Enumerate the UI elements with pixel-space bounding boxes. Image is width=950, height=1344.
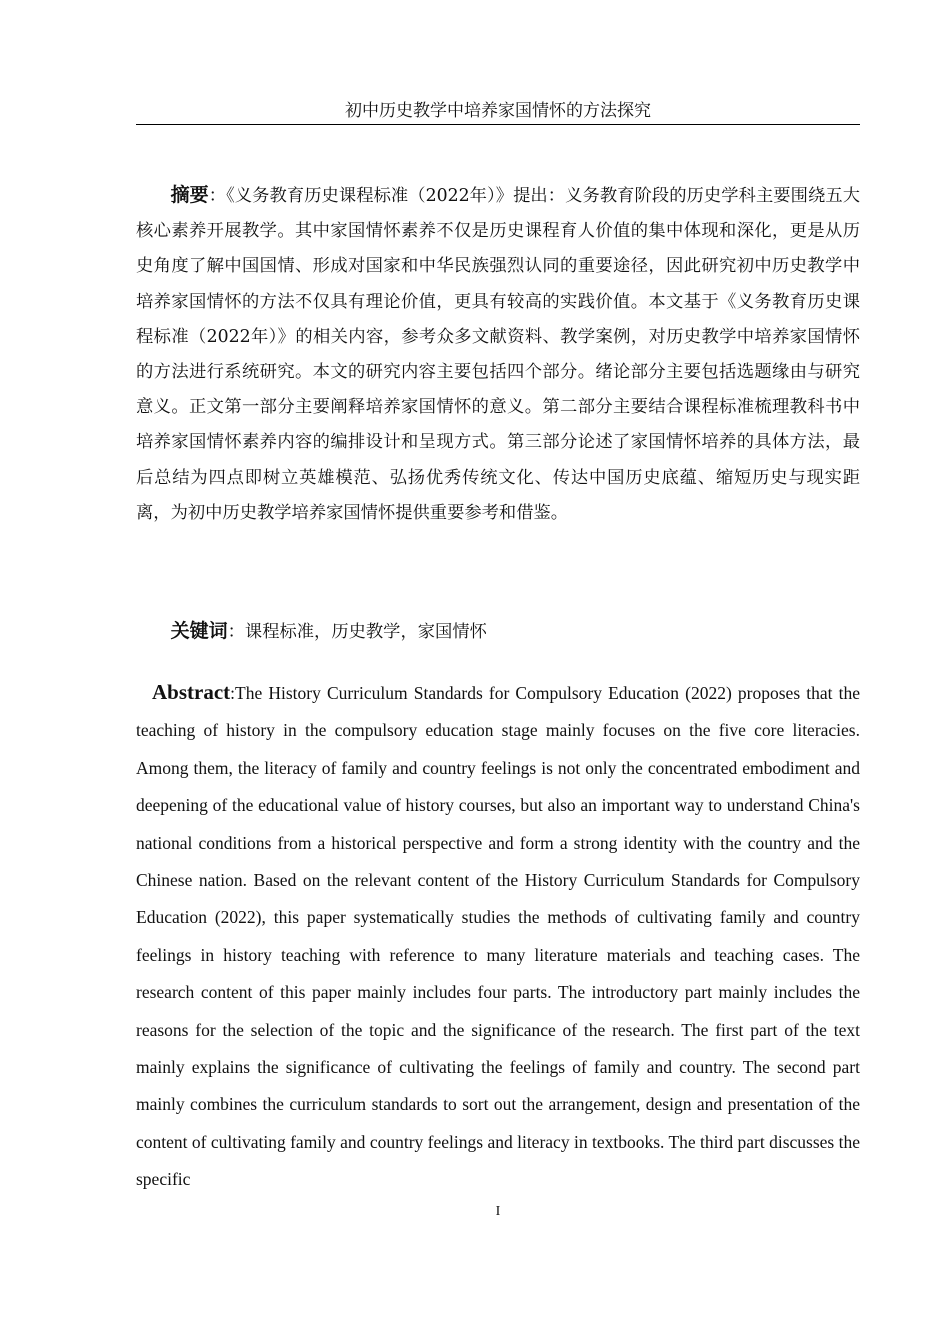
- abstract-cn-separator: ：: [208, 186, 227, 206]
- abstract-en-separator: :: [230, 683, 236, 703]
- abstract-cn-text: 《义务教育历史课程标准（2022年）》提出：义务教育阶段的历史学科主要围绕五大核心素养开展教学。其中家国情怀素养不仅是历史课程育人价值的集中体现和深化，更是从历史角度了解中国国情、形成对国家和中华民族强烈认同的重要途径，因此研究初中历史教学中培养家国情怀的方法不仅具有理论价值，更具有较高的实践价值。本文基于《义务教育历史课程标准（2022年）》的相关内容，参考众多文献资料、教学案例，对历史教学中培养家国情怀的方法进行系统研究。本文的研究内容主要包括四个部分。绪论部分主要包括选题缘由与研究意义。正文第一部分主要阐释培养家国情怀的意义。第二部分主要结合课程标准梳理教科书中培养家国情怀素养内容的编排设计和呈现方式。第三部分论述了家国情怀培养的具体方法，最后总结为四点即树立英雄模范、弘扬优秀传统文化、传达中国历史底蕴、缩短历史与现实距离，为初中历史教学培养家国情怀提供重要参考和借鉴。: [136, 186, 860, 523]
- english-abstract: [136, 674, 860, 1199]
- chinese-abstract: [136, 178, 860, 531]
- page-number: I: [495, 1204, 501, 1219]
- abstract-en-text: The History Curriculum Standards for Compulsory Education (2022) proposes that the teaching of history in the compulsory education stage mainly focuses on the five core literacies. Among them, the literacy of family and country feelings is not only the concentrated embodiment and deepening of the educational value of history courses, but also an important way to understand China's national conditions from a historical perspective and form a strong identity with the country and the Chinese nation. Based on the relevant content of the History Curriculum Standards for Compulsory Education (2022), this paper systematically studies the methods of cultivating family and country feelings in history teaching with reference to many literature materials and teaching cases. The research content of this paper mainly includes four parts. The introductory part mainly includes the reasons for the selection of the topic and the significance of the research. The first part of the text mainly explains the significance of cultivating the feelings of family and country. The second part mainly combines the curriculum standards to sort out the arrangement, design and presentation of the content of cultivating family and country feelings and literacy in textbooks. The third part discusses the specific: [136, 683, 860, 1190]
- running-header: [136, 100, 860, 125]
- header-title: 初中历史教学中培养家国情怀的方法探究: [345, 101, 651, 121]
- keywords-cn-text: 课程标准，历史教学，家国情怀: [244, 622, 487, 642]
- abstract-en-label: Abstract: [152, 680, 231, 704]
- keywords-cn-label: 关键词: [170, 620, 228, 642]
- keywords-cn-separator: ：: [227, 622, 245, 642]
- abstract-cn-label: 摘要: [170, 184, 209, 206]
- chinese-keywords: [136, 614, 860, 650]
